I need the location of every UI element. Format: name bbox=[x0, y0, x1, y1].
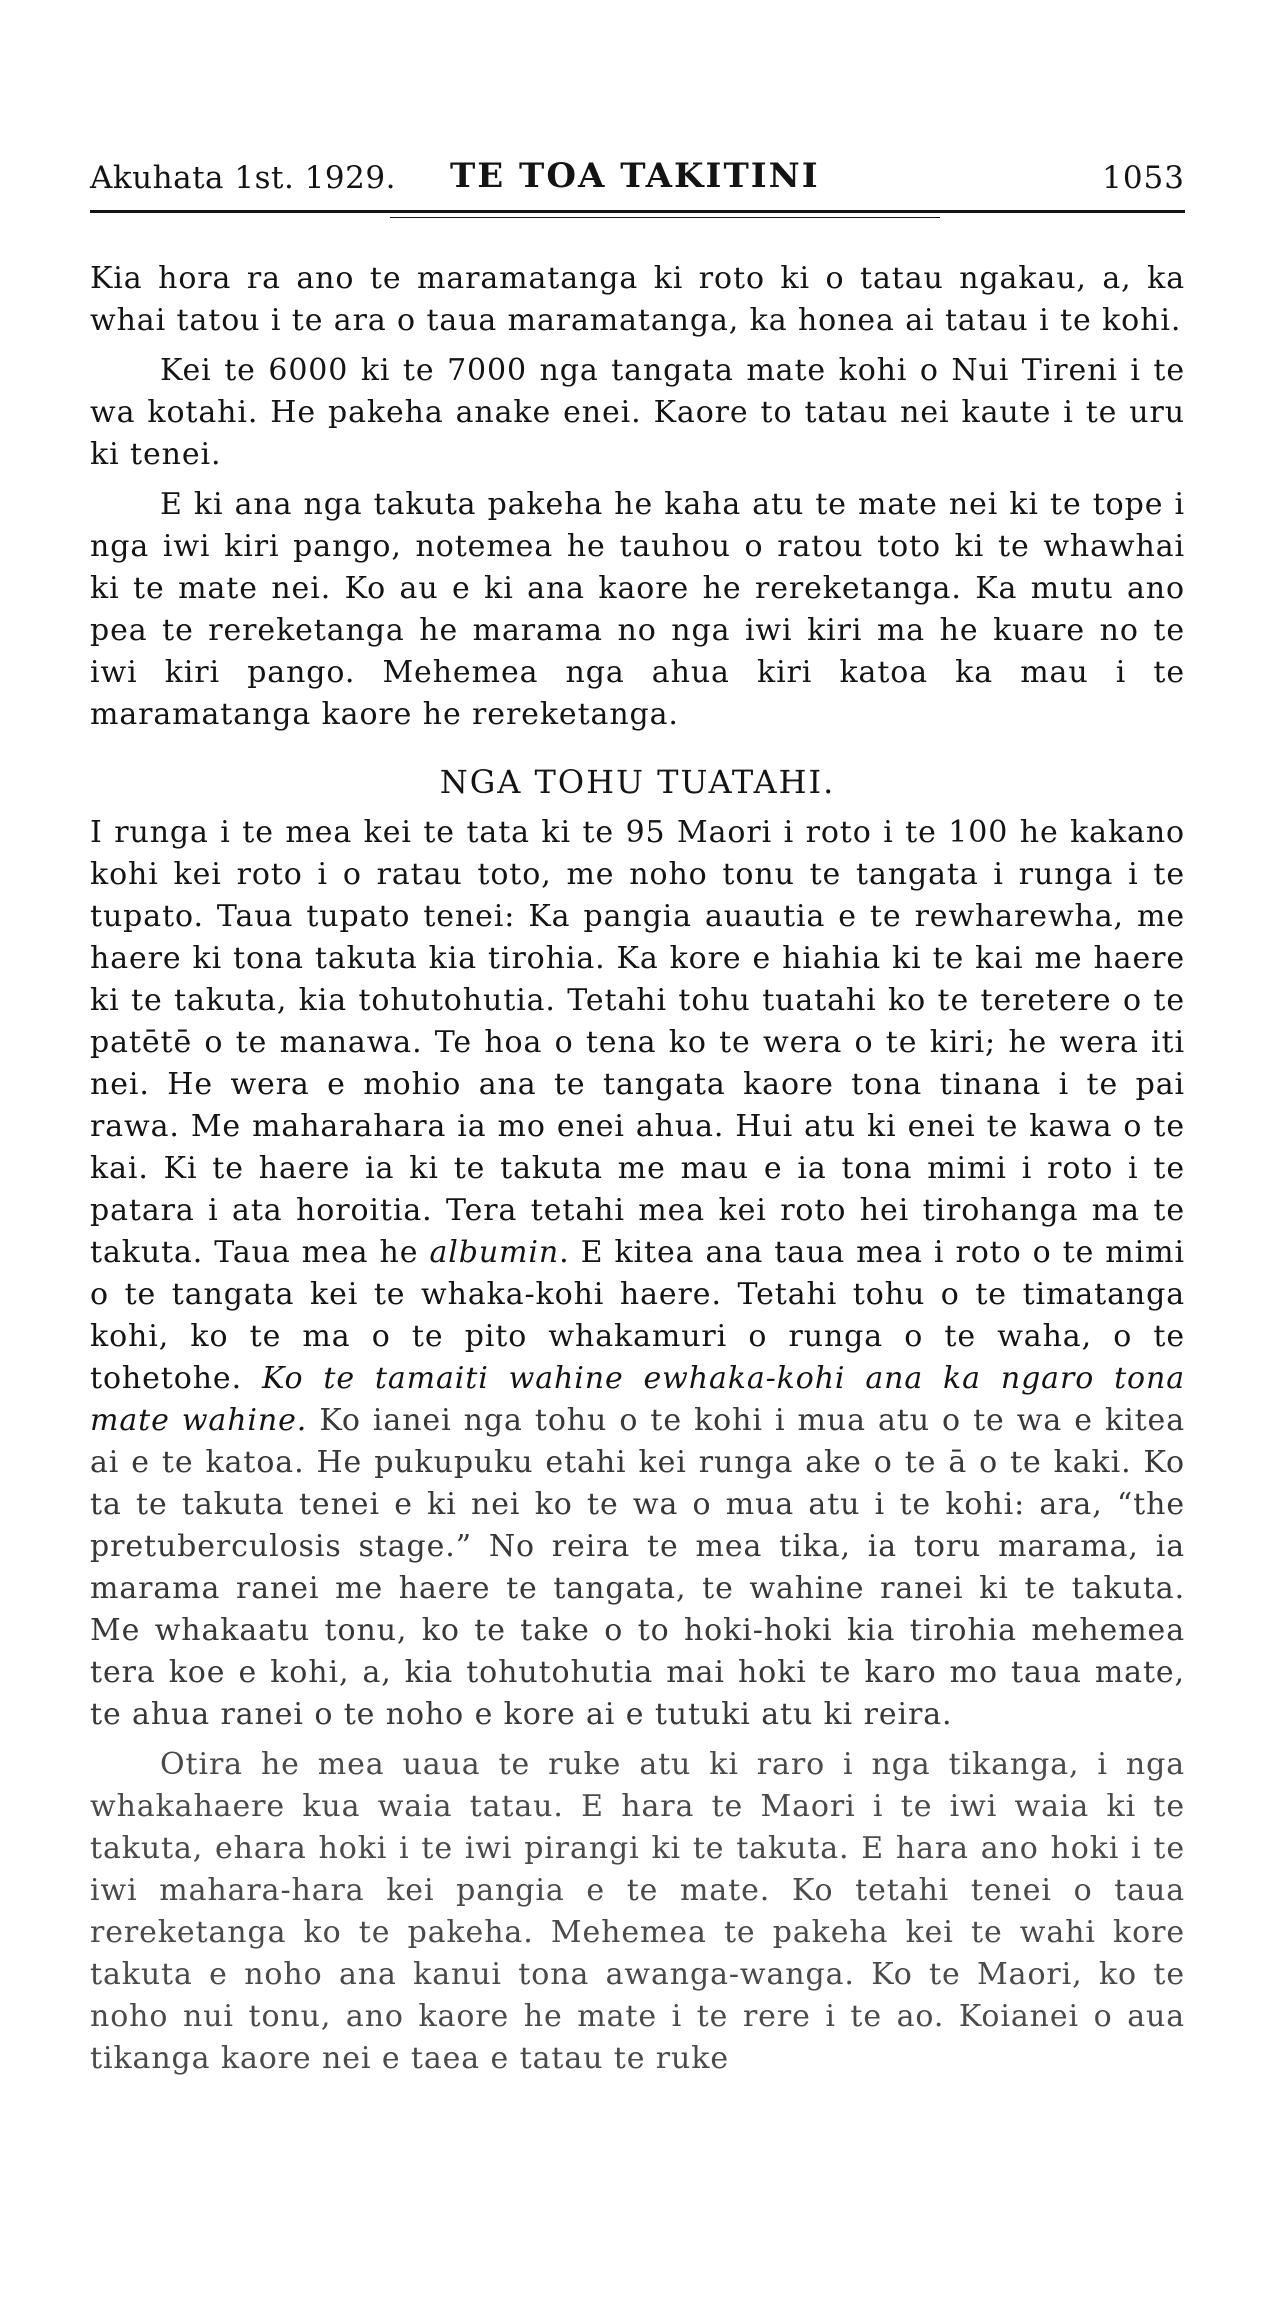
header-rule-thin bbox=[390, 217, 940, 218]
section-paragraph bbox=[90, 812, 1185, 1736]
newspaper-page bbox=[90, 150, 1185, 2088]
section-paragraph-part-2: . E kitea ana taua mea i roto o te mimi o te tangata kei te whaka-kohi haere. Tetahi tohu o te timatanga kohi, ko te ma o te pito whakamuri o runga o te waha, o te tohetohe. bbox=[90, 1235, 1185, 1396]
header-rule-thick bbox=[90, 210, 1185, 213]
page-number: 1053 bbox=[1102, 160, 1185, 196]
section-paragraph-italic-albumin: albumin bbox=[429, 1235, 560, 1270]
section-paragraph-italic-sentence: Ko te tamaiti wahine ewhaka-kohi ana ka ngaro tona mate wahine. bbox=[90, 1361, 1186, 1438]
section-heading: NGA TOHU TUATAHI. bbox=[439, 763, 836, 801]
page-header bbox=[90, 150, 1185, 206]
closing-paragraph-part-1: Otira he mea uaua te ruke atu ki raro i nga tikanga, i nga whakahaere kua waia tatau. E hara te Maori i te iwi waia ki te takuta, ehara hoki i te iwi pirangi ki te takuta. E hara ano hoki i te iwi mahara-hara kei pangia e te mate. bbox=[90, 1747, 1185, 1908]
closing-paragraph bbox=[90, 1744, 1185, 2080]
paragraph-3: E ki ana nga takuta pakeha he kaha atu te mate nei ki te tope i nga iwi kiri pango, notemea he tauhou o ratou toto ki te whawhai ki te mate nei. Ko au e ki ana kaore he rereketanga. Ka mutu ano pea te rereketanga he marama no nga iwi kiri ma he kuare no te iwi kiri pango. Mehemea nga ahua kiri katoa ka mau i te maramatanga kaore he rereketanga. bbox=[90, 487, 1185, 732]
paragraph-1: Kia hora ra ano te maramatanga ki roto ki o tatau ngakau, a, ka whai tatou i te ara o taua maramatanga, ka honea ai tatau i te kohi. bbox=[90, 261, 1185, 338]
section-paragraph-part-1: I runga i te mea kei te tata ki te 95 Maori i roto i te 100 he kakano kohi kei roto i o ratau toto, me noho tonu te tangata i runga i te tupato. Taua tupato tenei: Ka pangia auautia e te rewharewha, me haere ki tona takuta kia tirohia. Ka kore e hiahia ki te kai me haere ki te takuta, kia tohutohutia. Tetahi tohu tuatahi ko te teretere o te patētē o te manawa. Te hoa o tena ko te wera o te kiri; he wera iti nei. He wera e mohio ana te tangata kaore tona tinana i te pai rawa. Me maharahara ia mo enei ahua. Hui atu ki enei te kawa o te kai. Ki te haere ia ki te takuta me mau e ia tona mimi i roto i te patara i ata horoitia. Tera tetahi mea kei roto hei tirohanga ma te takuta. Taua mea he bbox=[90, 815, 1185, 1270]
paragraph-2: Kei te 6000 ki te 7000 nga tangata mate kohi o Nui Tireni i te wa kotahi. He pakeha anake enei. Kaore to tatau nei kaute i te uru ki tenei. bbox=[90, 353, 1185, 472]
closing-paragraph-part-2: Ko tetahi tenei o taua rereketanga ko te pakeha. Mehemea te pakeha kei te wahi kore takuta e noho ana kanui tona awanga-wanga. Ko te Maori, ko te noho nui tonu, ano kaore he mate i te rere i te ao. Koianei o aua tikanga kaore nei e taea e tatau te ruke bbox=[90, 1873, 1185, 2076]
header-date: Akuhata 1st. 1929. bbox=[90, 160, 396, 196]
section-paragraph-part-3: Ko ianei nga tohu o te kohi i mua atu o te wa e kitea ai e te katoa. He pukupuku etahi kei runga ake o te ā o te kaki. Ko ta te takuta tenei e ki nei ko te wa o mua atu i te kohi: ara, “the pretuberculosis stage.” No reira te mea tika, ia toru marama, ia marama ranei me haere te tangata, te wahine ranei ki te takuta. Me whakaatu tonu, ko te take o to hoki-hoki kia tirohia mehemea tera koe e kohi, a, kia tohutohutia mai hoki te karo mo taua mate, te ahua ranei o te noho e kore ai e tutuki atu ki reira. bbox=[90, 1403, 1185, 1732]
article-body bbox=[90, 258, 1185, 2080]
publication-title: TE TOA TAKITINI bbox=[450, 156, 820, 196]
